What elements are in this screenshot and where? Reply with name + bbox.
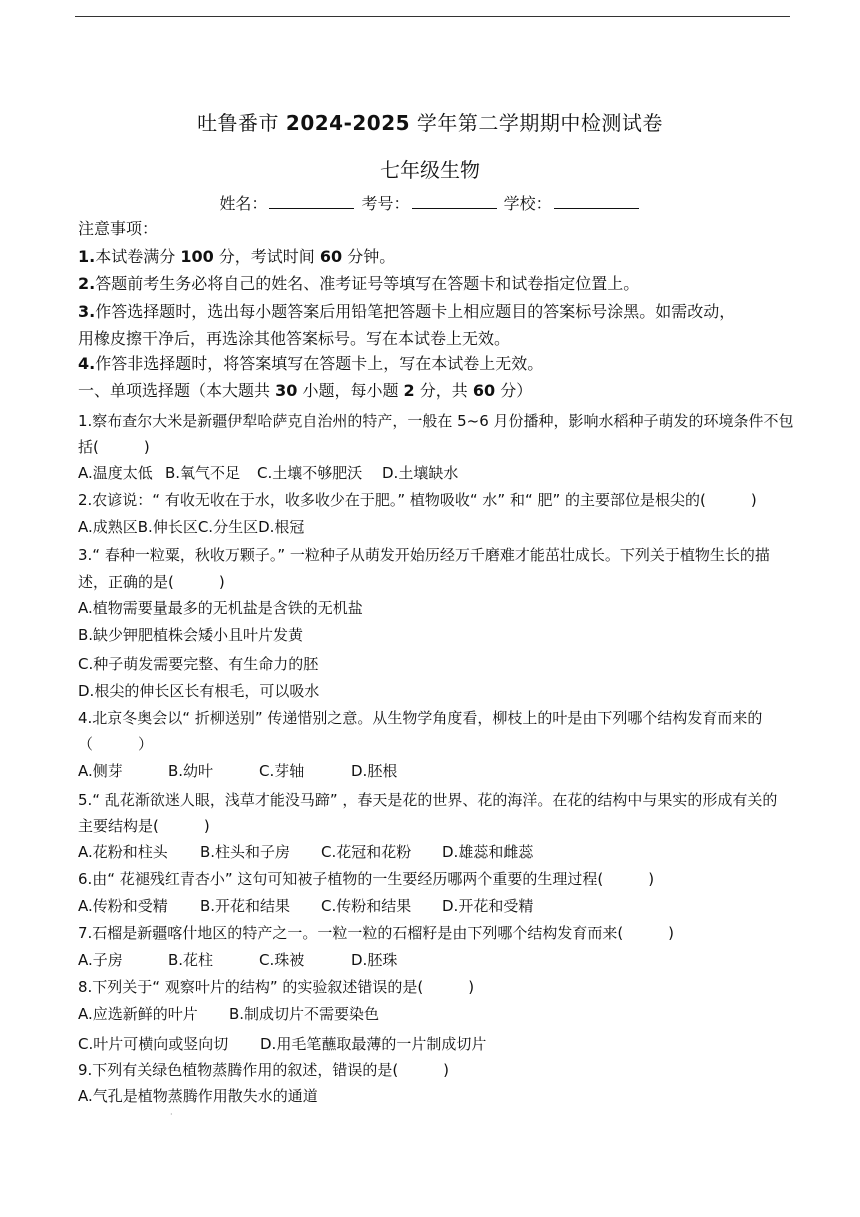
question-5-stem-cont: 主要结构是( ) <box>78 817 210 835</box>
question-7-stem: 7.石榴是新疆喀什地区的特产之一。一粒一粒的石榴籽是由下列哪个结构发育而来( ) <box>78 924 675 942</box>
school-label: 学校： <box>503 194 552 213</box>
option[interactable]: B.花柱 <box>168 951 214 969</box>
question-5-stem: 5.“ 乱花渐欲迷人眼，浅草才能没马蹄” ，春天是花的世界、花的海洋。在花的结构中与果实的形成有关的 <box>78 791 778 809</box>
question-2-options[interactable]: A.成熟区B.伸长区C.分生区D.根冠 <box>78 518 305 536</box>
option[interactable]: D.用毛笔蘸取最薄的一片制成切片 <box>260 1035 487 1053</box>
option[interactable]: D.土壤缺水 <box>382 464 459 482</box>
option[interactable]: B.制成切片不需要染色 <box>229 1005 380 1023</box>
notice-item-1: 1.本试卷满分 100 分，考试时间 60 分钟。 <box>78 247 396 266</box>
option[interactable]: C.芽轴 <box>259 762 305 780</box>
name-label: 姓名： <box>219 194 268 213</box>
option[interactable]: A.传粉和受精 <box>78 897 168 915</box>
question-6-stem: 6.由“ 花褪残红青杏小” 这句可知被子植物的一生要经历哪两个重要的生理过程( ) <box>78 870 655 888</box>
name-blank[interactable] <box>269 194 354 209</box>
notice-item-3: 3.作答选择题时，选出每小题答案后用铅笔把答题卡上相应题目的答案标号涂黑。如需改动， <box>78 302 736 321</box>
option[interactable]: D.开花和受精 <box>442 897 534 915</box>
option[interactable]: B.柱头和子房 <box>200 843 291 861</box>
question-3-option-b[interactable]: B.缺少钾肥植株会矮小且叶片发黄 <box>78 626 304 644</box>
id-blank[interactable] <box>412 194 497 209</box>
exam-title <box>0 107 860 136</box>
question-7-options <box>78 950 397 970</box>
title-year: 2024-2025 <box>285 111 411 135</box>
question-2-stem: 2.农谚说：“ 有收无收在于水，收多收少在于肥。” 植物吸收“ 水” 和“ 肥” 的主要部位是根尖的( ) <box>78 491 757 509</box>
option[interactable]: A.侧芽 <box>78 762 123 780</box>
question-8-options-row2 <box>78 1034 486 1054</box>
id-label: 考号： <box>361 194 410 213</box>
option[interactable]: D.胚根 <box>351 762 398 780</box>
question-1-options <box>78 463 458 483</box>
option[interactable]: A.温度太低 <box>78 464 153 482</box>
option[interactable]: A.花粉和柱头 <box>78 843 168 861</box>
question-8-stem: 8.下列关于“ 观察叶片的结构” 的实验叙述错误的是( ) <box>78 978 475 996</box>
top-rule <box>75 16 790 17</box>
question-1-stem: 1.察布查尔大米是新疆伊犁哈萨克自治州的特产，一般在 5~6 月份播种，影响水稻种子萌发的环境条件不包 <box>78 412 794 430</box>
question-5-options <box>78 842 533 862</box>
option[interactable]: C.珠被 <box>259 951 305 969</box>
option[interactable]: D.雄蕊和雌蕊 <box>442 843 534 861</box>
school-blank[interactable] <box>554 194 639 209</box>
option[interactable]: A.子房 <box>78 951 123 969</box>
student-info-row <box>0 191 860 214</box>
question-3-option-a[interactable]: A.植物需要量最多的无机盐是含铁的无机盐 <box>78 599 363 617</box>
question-9-stem: 9.下列有关绿色植物蒸腾作用的叙述，错误的是( ) <box>78 1061 450 1079</box>
option[interactable]: C.叶片可横向或竖向切 <box>78 1035 229 1053</box>
option[interactable]: B.幼叶 <box>168 762 214 780</box>
notice-heading: 注意事项： <box>78 219 159 238</box>
question-3-option-d[interactable]: D.根尖的伸长区长有根毛，可以吸水 <box>78 682 320 700</box>
question-1-stem-cont: 括( ) <box>78 438 150 456</box>
question-3-stem: 3.“ 春种一粒粟，秋收万颗子。” 一粒种子从萌发开始历经万千磨难才能茁壮成长。下列关于植物生长的描 <box>78 546 770 564</box>
footer-mark: · <box>170 1110 173 1119</box>
exam-subtitle: 七年级生物 <box>380 158 480 182</box>
question-3-stem-cont: 述，正确的是( ) <box>78 573 225 591</box>
option[interactable]: D.胚珠 <box>351 951 398 969</box>
option[interactable]: C.传粉和结果 <box>321 897 412 915</box>
question-4-options <box>78 761 397 781</box>
option[interactable]: C.土壤不够肥沃 <box>257 464 363 482</box>
question-4-stem-cont: （ ） <box>78 735 154 753</box>
question-4-stem: 4.北京冬奥会以“ 折柳送别” 传递惜别之意。从生物学角度看，柳枝上的叶是由下列哪个结构发育而来的 <box>78 709 763 727</box>
option[interactable]: B.开花和结果 <box>200 897 291 915</box>
question-8-options-row1 <box>78 1004 379 1024</box>
notice-item-3-cont: 用橡皮擦干净后，再选涂其他答案标号。写在本试卷上无效。 <box>78 329 511 348</box>
section-heading: 一、单项选择题（本大题共 30 小题，每小题 2 分，共 60 分） <box>78 381 533 400</box>
question-6-options <box>78 896 533 916</box>
title-prefix: 吐鲁番市 <box>197 111 286 135</box>
notice-item-2: 2.答题前考生务必将自己的姓名、准考证号等填写在答题卡和试卷指定位置上。 <box>78 274 640 293</box>
notice-item-4: 4.作答非选择题时，将答案填写在答题卡上，写在本试卷上无效。 <box>78 354 544 373</box>
question-9-option-a[interactable]: A.气孔是植物蒸腾作用散失水的通道 <box>78 1087 318 1105</box>
question-3-option-c[interactable]: C.种子萌发需要完整、有生命力的胚 <box>78 655 319 673</box>
option[interactable]: B.氧气不足 <box>165 464 241 482</box>
title-suffix: 学年第二学期期中检测试卷 <box>410 111 663 135</box>
option[interactable]: C.花冠和花粉 <box>321 843 412 861</box>
option[interactable]: A.应选新鲜的叶片 <box>78 1005 198 1023</box>
